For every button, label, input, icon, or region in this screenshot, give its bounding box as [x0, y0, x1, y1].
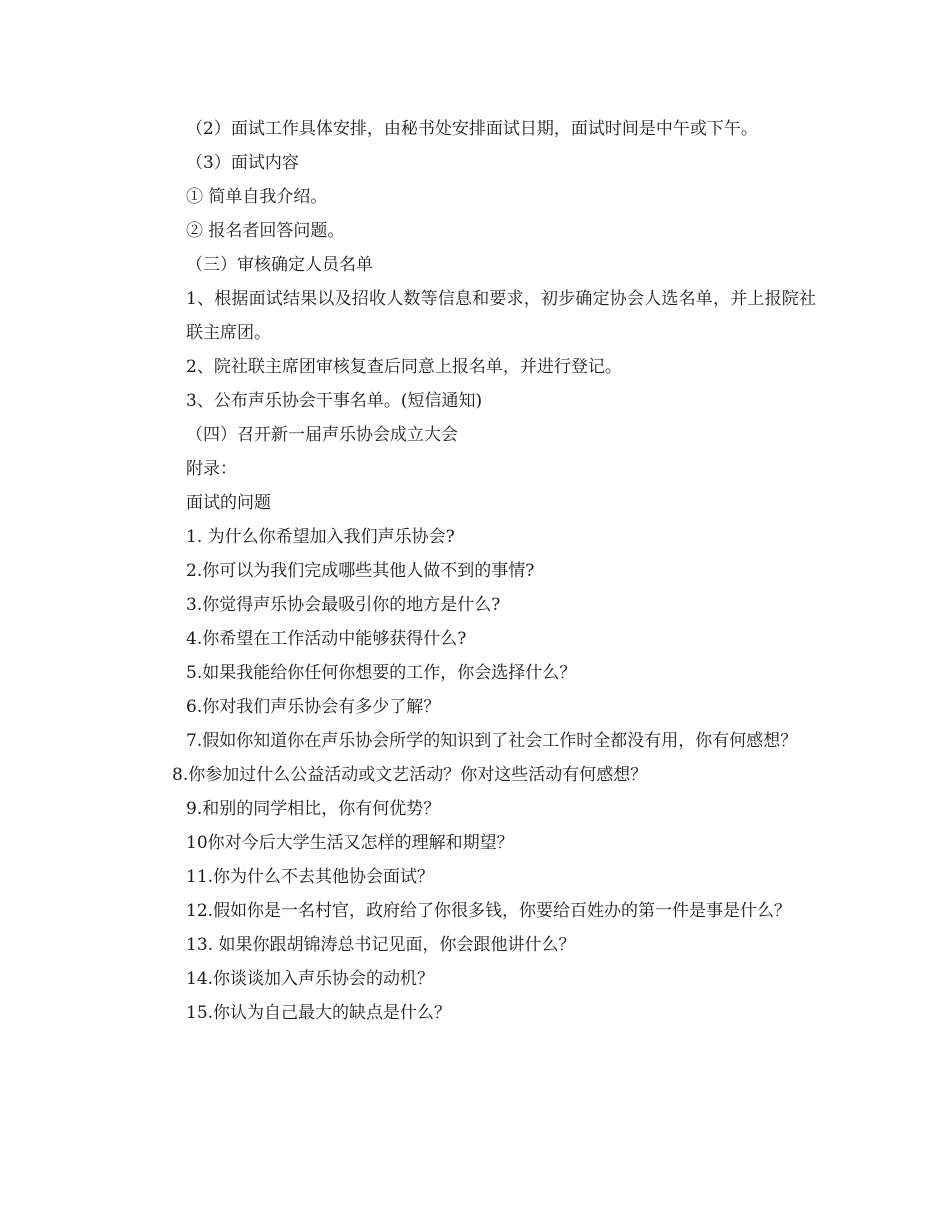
appendix-label: 附录： — [186, 459, 237, 479]
question-item: 3.你觉得声乐协会最吸引你的地方是什么? — [186, 595, 501, 615]
question-item: 10你对今后大学生活又怎样的理解和期望？ — [186, 833, 514, 853]
question-item: 6.你对我们声乐协会有多少了解？ — [186, 697, 441, 717]
question-item: 11.你为什么不去其他协会面试？ — [186, 867, 435, 887]
section-heading-review: （三）审核确定人员名单 — [186, 255, 373, 275]
question-item: 8.你参加过什么公益活动或文艺活动？你对这些活动有何感想？ — [172, 765, 648, 785]
paragraph-interview-content-heading: （3）面试内容 — [186, 153, 299, 173]
paragraph-review-step-3: 3、公布声乐协会干事名单。(短信通知) — [186, 391, 483, 411]
question-item: 1. 为什么你希望加入我们声乐协会? — [186, 527, 455, 547]
question-item: 15.你认为自己最大的缺点是什么？ — [186, 1003, 452, 1023]
list-item-answer-questions: ② 报名者回答问题。 — [186, 221, 345, 241]
question-item: 7.假如你知道你在声乐协会所学的知识到了社会工作时全都没有用，你有何感想？ — [186, 731, 798, 751]
question-item: 4.你希望在工作活动中能够获得什么? — [186, 629, 467, 649]
question-item: 12.假如你是一名村官，政府给了你很多钱，你要给百姓办的第一件是事是什么？ — [186, 901, 792, 921]
question-item: 5.如果我能给你任何你想要的工作，你会选择什么？ — [186, 663, 577, 683]
interview-questions-title: 面试的问题 — [186, 493, 271, 513]
list-item-self-introduction: ① 简单自我介绍。 — [186, 187, 328, 207]
section-heading-meeting: （四）召开新一届声乐协会成立大会 — [186, 425, 458, 445]
question-item: 14.你谈谈加入声乐协会的动机？ — [186, 969, 435, 989]
question-item: 9.和别的同学相比，你有何优势？ — [186, 799, 441, 819]
paragraph-review-step-1: 1、根据面试结果以及招收人数等信息和要求，初步确定协会人选名单，并上报院社联主席团。 — [186, 289, 816, 343]
document-body — [140, 112, 816, 1030]
paragraph-interview-arrangement: （2）面试工作具体安排，由秘书处安排面试日期，面试时间是中午或下午。 — [186, 119, 758, 139]
paragraph-review-step-2: 2、院社联主席团审核复查后同意上报名单，并进行登记。 — [186, 357, 622, 377]
question-item: 2.你可以为我们完成哪些其他人做不到的事情? — [186, 561, 535, 581]
question-item: 13. 如果你跟胡锦涛总书记见面，你会跟他讲什么？ — [186, 935, 576, 955]
